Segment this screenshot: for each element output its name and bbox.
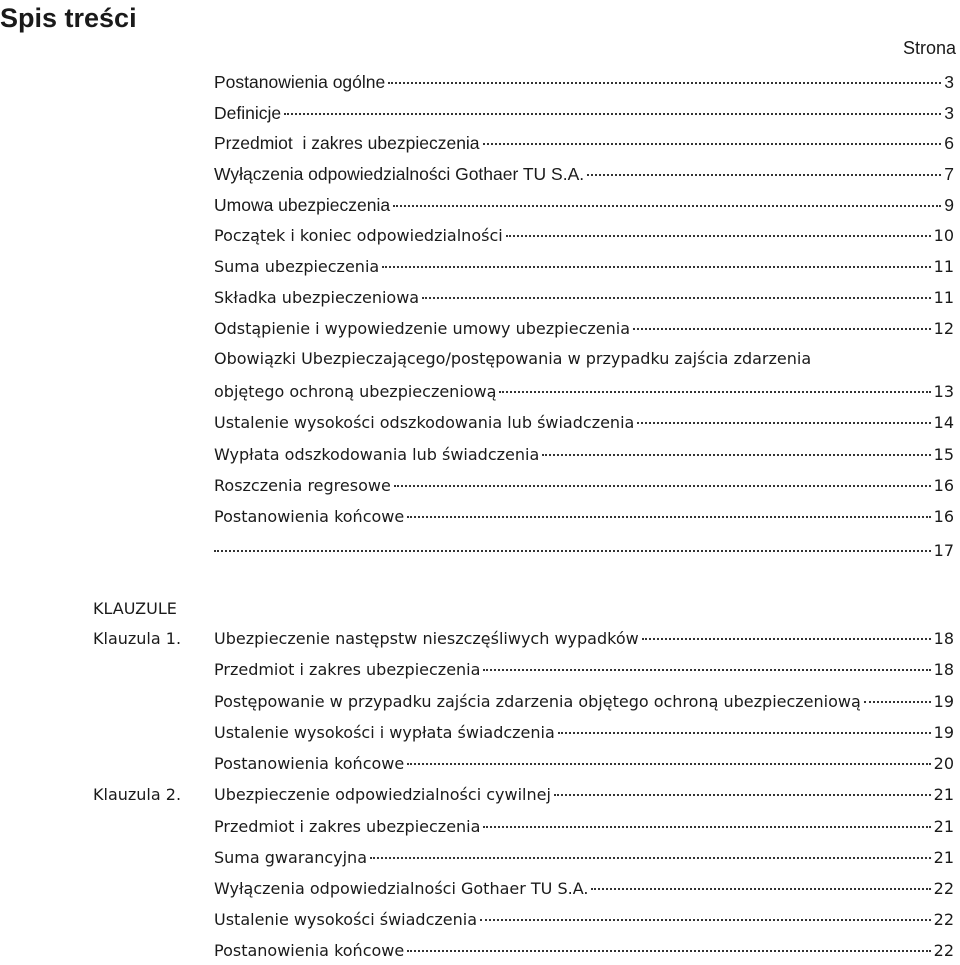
dot-leader <box>506 235 931 237</box>
clause-entry[interactable] <box>214 627 954 651</box>
dot-leader <box>587 174 941 176</box>
dot-leader <box>382 266 930 268</box>
dot-leader <box>388 82 941 84</box>
dot-leader <box>499 391 930 393</box>
clause-entry[interactable] <box>214 877 954 901</box>
clause-entry-text: Postanowienia końcowe <box>214 941 405 960</box>
dot-leader <box>642 638 931 640</box>
clause-entry[interactable] <box>214 846 954 870</box>
clause-entry-page: 20 <box>933 754 954 773</box>
toc-entry-page: 13 <box>933 382 954 401</box>
toc-entry-text: Początek i koniec odpowiedzialności <box>214 226 503 245</box>
clause-entry-text: Ustalenie wysokości świadczenia <box>214 910 478 929</box>
toc-entry-text: Roszczenia regresowe <box>214 476 391 495</box>
toc-entry-page: 9 <box>944 195 954 215</box>
dot-leader <box>393 205 941 207</box>
clause-entry-page: 18 <box>933 629 954 648</box>
toc-entry-text: Wyłączenia odpowiedzialności Gothaer TU S.A. <box>214 164 585 184</box>
toc-entry-page: 15 <box>933 445 954 464</box>
toc-entry-page: 16 <box>933 476 954 495</box>
clause-entry[interactable] <box>214 815 954 839</box>
dot-leader <box>422 297 931 299</box>
clause-entry-page: 21 <box>933 848 954 867</box>
toc-entry[interactable] <box>214 411 954 435</box>
toc-entry[interactable] <box>214 255 954 279</box>
clause-entry-page: 19 <box>933 723 954 742</box>
dot-leader <box>407 516 930 518</box>
clause-entry[interactable] <box>214 690 954 714</box>
clause-entry-page: 19 <box>933 692 954 711</box>
toc-entry[interactable] <box>214 193 954 217</box>
dot-leader <box>284 113 941 115</box>
clause-entry[interactable] <box>214 939 954 963</box>
clause-entry[interactable] <box>214 783 954 807</box>
clause-entry-text: Suma gwarancyjna <box>214 848 367 867</box>
toc-entry[interactable] <box>214 474 954 498</box>
clause-entry[interactable] <box>214 658 954 682</box>
clause-entry-page: 22 <box>933 941 954 960</box>
clause-entry-page: 18 <box>933 660 954 679</box>
clause-entry-text: Ubezpieczenie odpowiedzialności cywilnej <box>214 785 551 804</box>
dot-leader <box>591 888 930 890</box>
dot-leader <box>483 143 942 145</box>
clause-entry-text: Przedmiot i zakres ubezpieczenia <box>214 660 481 679</box>
toc-entry[interactable] <box>214 101 954 125</box>
toc-entry-text: Wypłata odszkodowania lub świadczenia <box>214 445 540 464</box>
toc-entry[interactable] <box>214 443 954 467</box>
toc-entry-page: 16 <box>933 507 954 526</box>
dot-leader <box>864 701 931 703</box>
clause-entry[interactable] <box>214 752 954 776</box>
toc-entry[interactable] <box>214 317 954 341</box>
page-title: Spis treści <box>0 3 137 33</box>
toc-entry[interactable] <box>214 70 954 94</box>
toc-entry-text: Suma ubezpieczenia <box>214 257 380 276</box>
klauzule-heading: KLAUZULE <box>93 599 177 618</box>
toc-entry-page: 3 <box>944 72 954 92</box>
toc-entry[interactable] <box>214 131 954 155</box>
toc-entry[interactable] <box>214 224 954 248</box>
dot-leader <box>394 485 931 487</box>
clause-entry[interactable] <box>214 908 954 932</box>
clause-entry-text: Przedmiot i zakres ubezpieczenia <box>214 817 481 836</box>
toc-entry[interactable] <box>214 505 954 529</box>
clause-entry-text: Ubezpieczenie następstw nieszczęśliwych wypadków <box>214 629 639 648</box>
toc-entry[interactable] <box>214 286 954 310</box>
toc-entry-page: 11 <box>933 288 954 307</box>
toc-entry[interactable] <box>214 162 954 186</box>
clause-entry-page: 22 <box>933 879 954 898</box>
toc-entry-text: Składka ubezpieczeniowa <box>214 288 420 307</box>
clause-entry-page: 21 <box>933 817 954 836</box>
toc-entry-text: Odstąpienie i wypowiedzenie umowy ubezpieczenia <box>214 319 631 338</box>
dot-leader <box>370 857 931 859</box>
toc-entry-page: 17 <box>933 541 954 560</box>
dot-leader <box>554 794 931 796</box>
toc-entry[interactable] <box>214 539 954 563</box>
toc-entry-text: objętego ochroną ubezpieczeniową <box>214 382 497 401</box>
dot-leader <box>480 919 931 921</box>
toc-entry-page: 11 <box>933 257 954 276</box>
toc-entry-text: Przedmiot i zakres ubezpieczenia <box>214 133 480 153</box>
clause-entry-text: Wyłączenia odpowiedzialności Gothaer TU S.A. <box>214 879 589 898</box>
toc-entry-page: 10 <box>933 226 954 245</box>
dot-leader <box>407 763 930 765</box>
dot-leader <box>214 550 931 552</box>
toc-entry-text: Umowa ubezpieczenia <box>214 195 391 215</box>
clause-entry-text: Postanowienia końcowe <box>214 754 405 773</box>
dot-leader <box>633 328 931 330</box>
dot-leader <box>637 422 930 424</box>
toc-entry-page: 6 <box>944 133 954 153</box>
dot-leader <box>483 826 930 828</box>
toc-entry-page: 3 <box>944 103 954 123</box>
page-column-label: Strona <box>902 38 956 58</box>
clause-entry-page: 22 <box>933 910 954 929</box>
dot-leader <box>558 732 931 734</box>
dot-leader <box>483 669 930 671</box>
klauzula-1-label: Klauzula 1. <box>93 629 182 648</box>
clause-entry-text: Postępowanie w przypadku zajścia zdarzenia objętego ochroną ubezpieczeniową <box>214 692 861 711</box>
clause-entry[interactable] <box>214 721 954 745</box>
toc-entry-text: Ustalenie wysokości odszkodowania lub świadczenia <box>214 413 635 432</box>
clause-entry-text: Ustalenie wysokości i wypłata świadczenia <box>214 723 555 742</box>
dot-leader <box>542 454 930 456</box>
toc-entry-text: Obowiązki Ubezpieczającego/postępowania w przypadku zajścia zdarzenia <box>214 349 812 368</box>
clause-entry-page: 21 <box>933 785 954 804</box>
dot-leader <box>407 950 930 952</box>
klauzula-2-label: Klauzula 2. <box>93 785 182 804</box>
toc-entry-text: Postanowienia ogólne <box>214 72 386 92</box>
toc-entry-text: Postanowienia końcowe <box>214 507 405 526</box>
toc-entry-text: Definicje <box>214 103 282 123</box>
toc-entry-page: 14 <box>933 413 954 432</box>
toc-entry-page: 7 <box>944 164 954 184</box>
toc-entry-page: 12 <box>933 319 954 338</box>
toc-entry[interactable] <box>214 380 954 404</box>
